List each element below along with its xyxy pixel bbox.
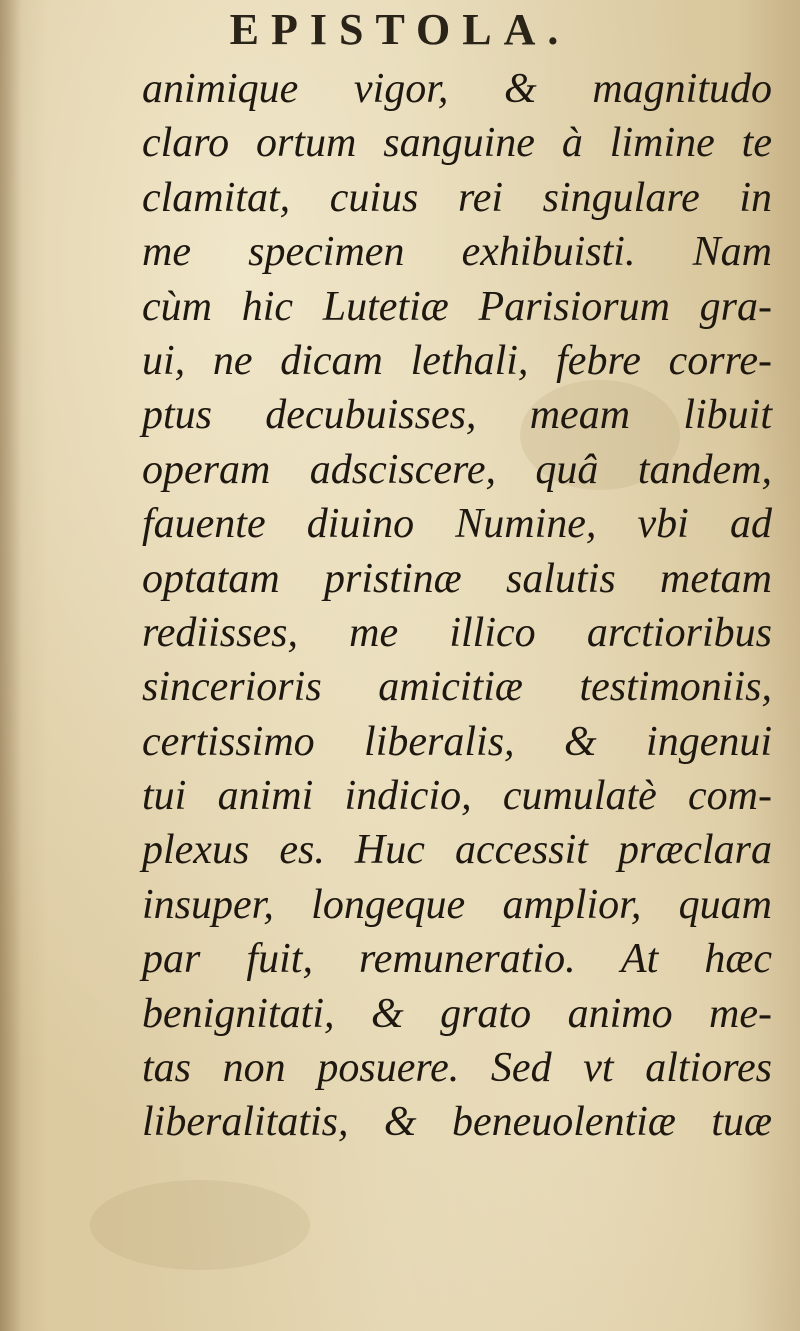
text-line: clamitat, cuius rei singulare in [142, 174, 772, 221]
text-line: plexus es. Huc accessit præclara [142, 827, 772, 874]
body-text [142, 62, 772, 1150]
text-line: insuper, longeque amplior, quam [142, 881, 772, 928]
text-line: cùm hic Lutetiæ Parisiorum gra- [142, 283, 772, 330]
text-line: me specimen exhibuisti. Nam [142, 229, 772, 276]
text-line: liberalitatis, & beneuolentiæ tuæ [142, 1099, 772, 1146]
text-line: tas non posuere. Sed vt altiores [142, 1045, 772, 1092]
text-line: operam adsciscere, quâ tandem, [142, 446, 772, 493]
paper-stain [90, 1180, 310, 1270]
running-title: EPISTOLA. [229, 5, 571, 54]
text-line: sincerioris amicitiæ testimoniis, [142, 664, 772, 711]
text-line: animique vigor, & magnitudo [142, 66, 772, 112]
text-line: par fuit, remuneratio. At hæc [142, 936, 772, 983]
text-line: certissimo liberalis, & ingenui [142, 718, 772, 765]
text-line: tui animi indicio, cumulatè com- [142, 773, 772, 820]
text-line: fauente diuino Numine, vbi ad [142, 501, 772, 548]
text-line: benignitati, & grato animo me- [142, 990, 772, 1037]
text-line: claro ortum sanguine à limine te [142, 120, 772, 167]
page-gutter-shadow [0, 0, 22, 1331]
text-line: ptus decubuisses, meam libuit [142, 392, 772, 439]
text-line: rediisses, me illico arctioribus [142, 609, 772, 656]
text-line: ui, ne dicam lethali, febre corre- [142, 337, 772, 384]
text-line: optatam pristinæ salutis metam [142, 555, 772, 602]
